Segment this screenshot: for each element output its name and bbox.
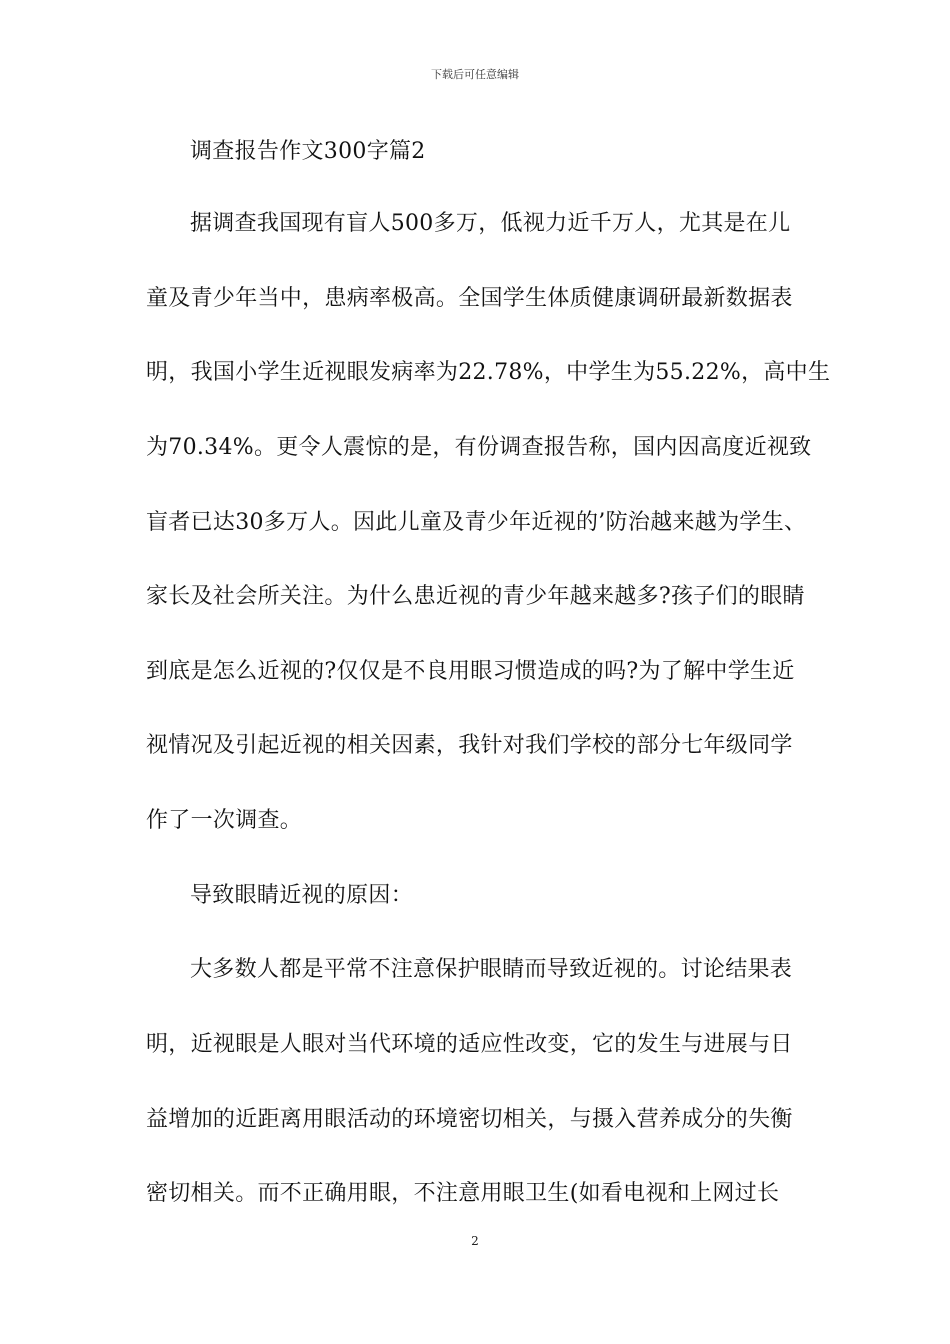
paragraph-line: 明，我国小学生近视眼发病率为22.78%，中学生为55.22%，高中生 <box>146 360 831 385</box>
paragraph-line: 益增加的近距离用眼活动的环境密切相关，与摄入营养成分的失衡 <box>146 1107 793 1132</box>
document-title: 调查报告作文300字篇2 <box>190 139 426 164</box>
section-heading: 导致眼睛近视的原因： <box>190 883 414 908</box>
paragraph-line: 家长及社会所关注。为什么患近视的青少年越来越多?孩子们的眼睛 <box>146 584 805 609</box>
paragraph-line: 童及青少年当中，患病率极高。全国学生体质健康调研最新数据表 <box>146 286 793 311</box>
paragraph-line: 据调查我国现有盲人500多万，低视力近千万人，尤其是在儿 <box>190 211 791 236</box>
paragraph-line: 到底是怎么近视的?仅仅是不良用眼习惯造成的吗?为了解中学生近 <box>146 659 795 684</box>
paragraph-line: 明，近视眼是人眼对当代环境的适应性改变，它的发生与进展与日 <box>146 1032 793 1057</box>
paragraph-line: 作了一次调查。 <box>146 808 303 833</box>
page-number: 2 <box>471 1234 479 1248</box>
paragraph-line: 为70.34%。更令人震惊的是，有份调查报告称，国内因高度近视致 <box>146 435 812 460</box>
paragraph-line: 盲者已达30多万人。因此儿童及青少年近视的’防治越来越为学生、 <box>146 510 807 535</box>
paragraph-line: 密切相关。而不正确用眼，不注意用眼卫生(如看电视和上网过长 <box>146 1181 780 1206</box>
paragraph-line: 视情况及引起近视的相关因素，我针对我们学校的部分七年级同学 <box>146 733 793 758</box>
paragraph-line: 大多数人都是平常不注意保护眼睛而导致近视的。讨论结果表 <box>190 957 793 982</box>
header-note: 下载后可任意编辑 <box>431 68 519 81</box>
